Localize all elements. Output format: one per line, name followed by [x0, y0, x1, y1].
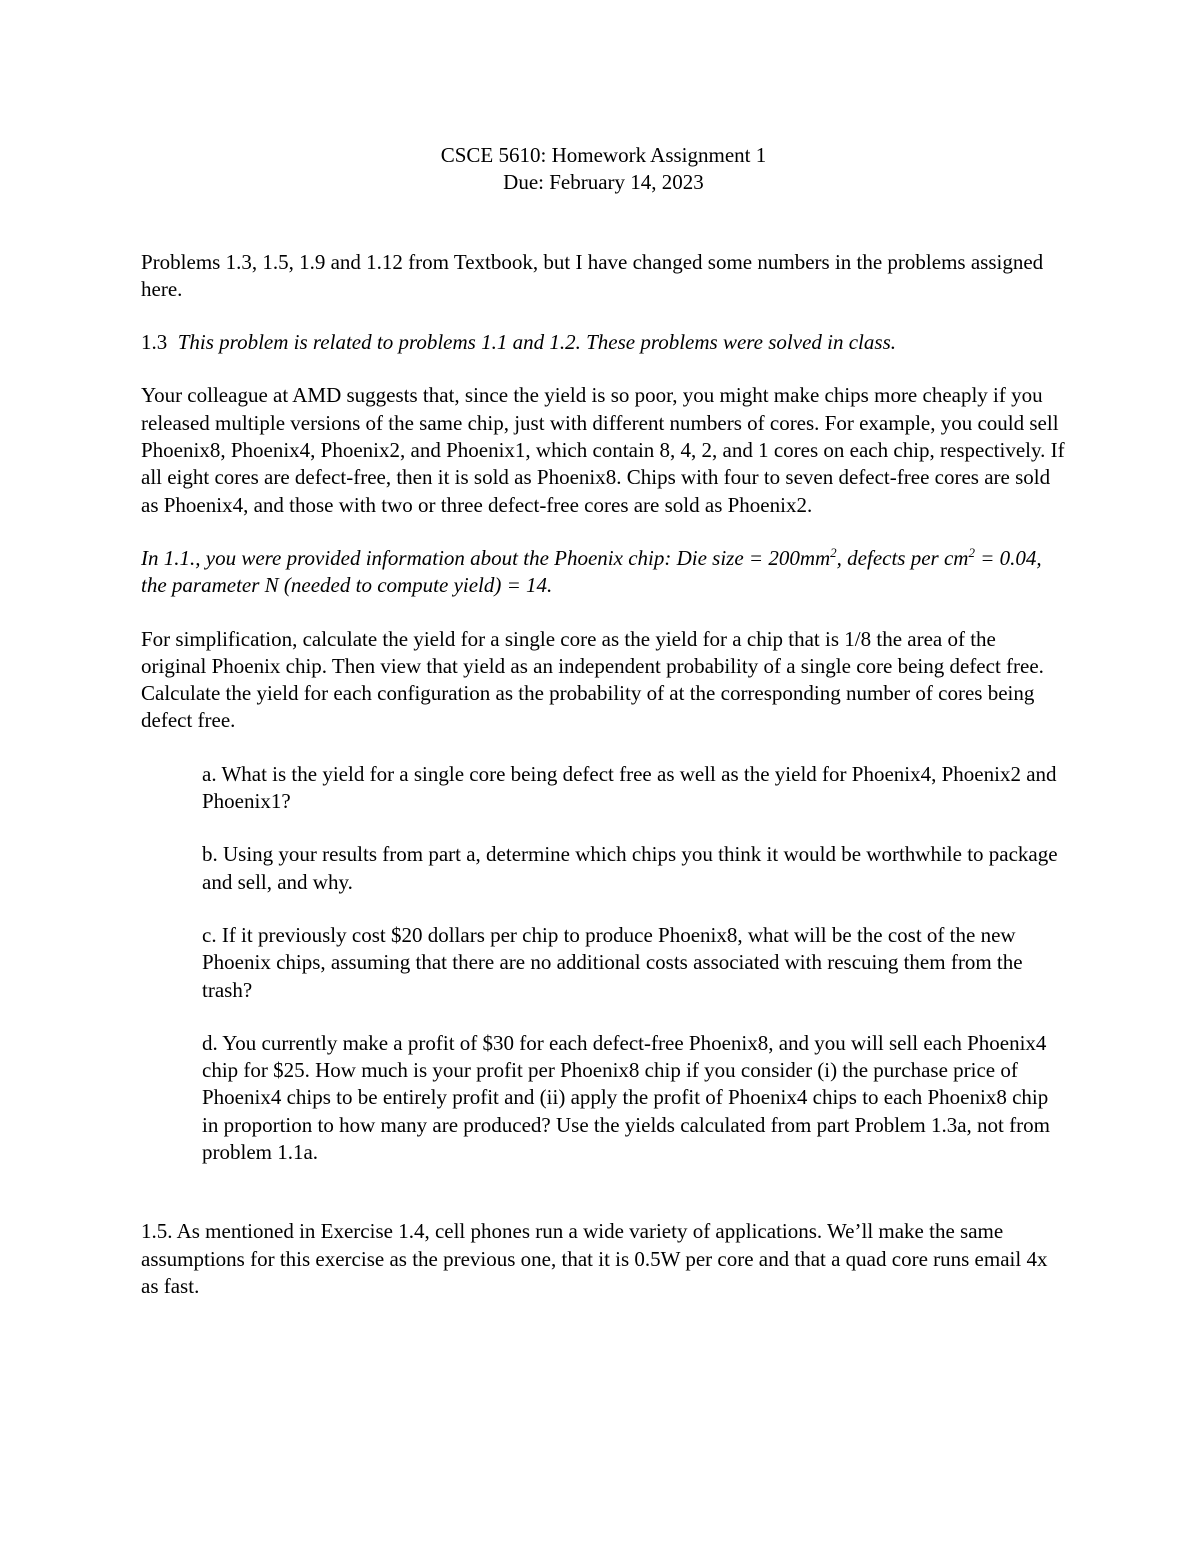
superscript: 2	[830, 544, 837, 560]
sub-question-a: a. What is the yield for a single core being defect free as well as the yield for Phoenix4, Phoenix2 and Phoenix1?	[202, 761, 1057, 814]
problem-number: 1.3	[141, 330, 168, 355]
superscript: 2	[968, 544, 975, 560]
problem-1-5-paragraph: 1.5. As mentioned in Exercise 1.4, cell phones run a wide variety of applications. We’ll make the same assumptions for this exercise as the previous one, that it is 0.5W per core and that a quad core runs email 4x as fast.	[141, 1219, 1048, 1298]
document-title: CSCE 5610: Homework Assignment 1	[440, 143, 767, 167]
sub-question-d: d. You currently make a profit of $30 for each defect-free Phoenix8, and you will sell each Phoenix4 chip for $25. How much is your profit per Phoenix8 chip if you consider (i) the purchase price of Phoenix4 chips to be entirely profit and (ii) apply the profit of Phoenix4 chips to each Phoenix8 chip in proportion to how many are produced? Use the yields calculated from part Problem 1.3a, not from problem 1.1a.	[202, 1030, 1050, 1165]
problem-1-3-paragraph-2: For simplification, calculate the yield for a single core as the yield for a chip that is 1/8 the area of the original Phoenix chip. Then view that yield as an independent probability of a single core being defect free. Calculate the yield for each configuration as the probability of at the corresponding number of cores being defect free.	[141, 626, 1044, 733]
document-header	[141, 142, 1066, 197]
sub-question-b: b. Using your results from part a, determine which chips you think it would be worthwhile to package and sell, and why.	[202, 842, 1058, 894]
due-date: Due: February 14, 2023	[503, 170, 704, 195]
intro-paragraph: Problems 1.3, 1.5, 1.9 and 1.12 from Textbook, but I have changed some numbers in the problems assigned here.	[141, 249, 1044, 301]
problem-1-3-note-line	[141, 329, 1066, 356]
sub-question-c: c. If it previously cost $20 dollars per chip to produce Phoenix8, what will be the cost of the new Phoenix chips, assuming that there are no additional costs associated with rescuing them from the trash?	[202, 922, 1023, 1002]
document-page	[141, 142, 1066, 1326]
problem-1-3-paragraph-1: Your colleague at AMD suggests that, since the yield is so poor, you might make chips more cheaply if you released multiple versions of the same chip, just with different numbers of cores. For example, you could sell Phoenix8, Phoenix4, Phoenix2, and Phoenix1, which contain 8, 4, 2, and 1 cores on each chip, respectively. If all eight cores are defect-free, then it is sold as Phoenix8. Chips with four to seven defect-free cores are sold as Phoenix4, and those with two or three defect-free cores are sold as Phoenix2.	[141, 383, 1065, 517]
phoenix-info-paragraph	[141, 545, 1066, 600]
phoenix-info-part-1: In 1.1., you were provided information about the Phoenix chip: Die size = 200mm	[141, 545, 831, 570]
problem-note: This problem is related to problems 1.1 and 1.2. These problems were solved in class.	[177, 330, 896, 355]
phoenix-info-part-2: , defects per cm	[836, 545, 969, 570]
phoenix-info-part-3: = 0.04, the parameter N (needed to compute yield) = 14.	[141, 545, 1042, 598]
